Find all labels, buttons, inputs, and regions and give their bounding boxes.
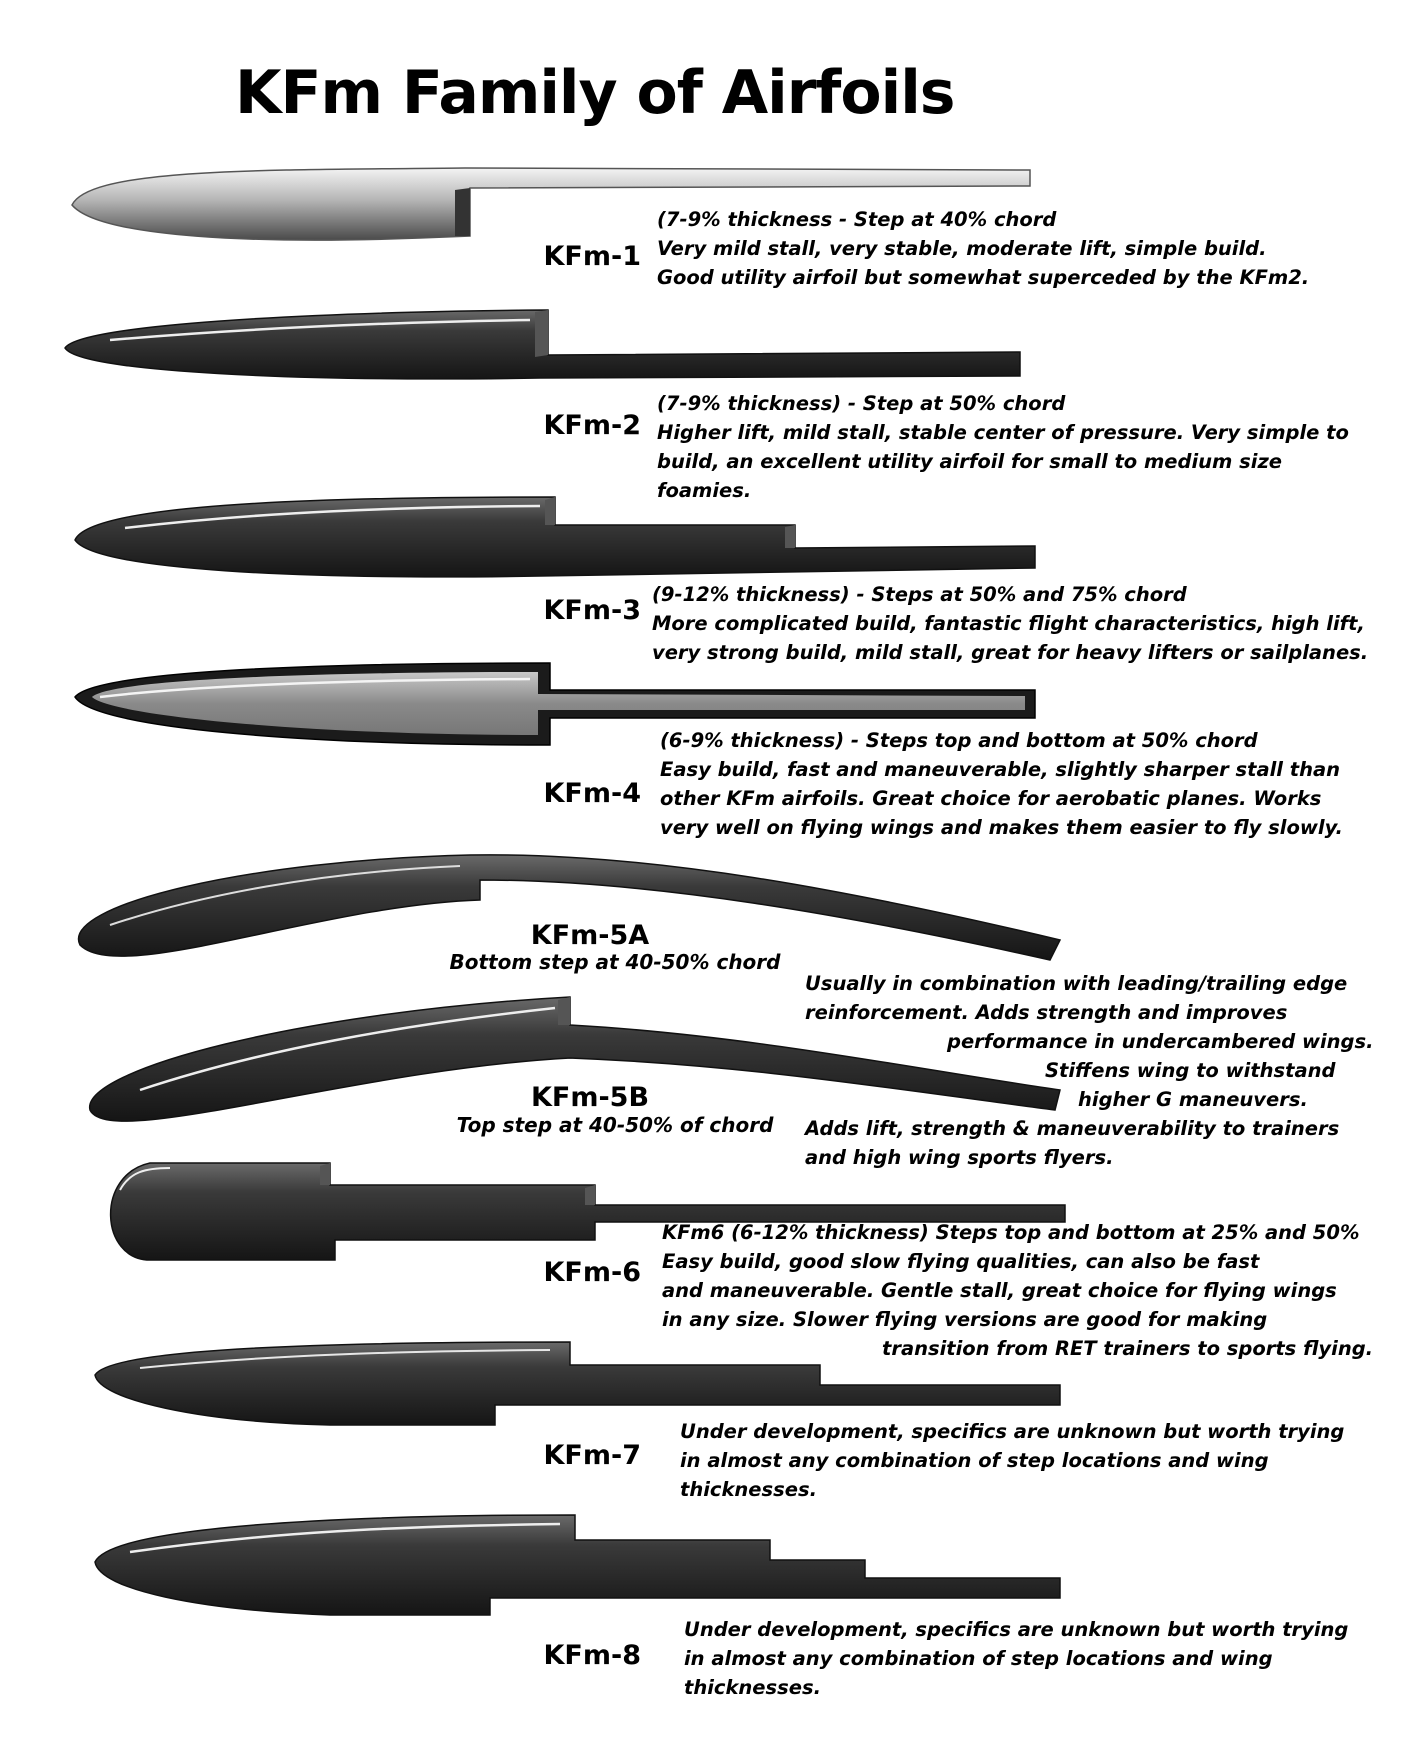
kfm-2-desc-line: Higher lift, mild stall, stable center of pressure. Very simple to	[657, 421, 1349, 444]
kfm-1-label: KFm-1	[543, 241, 641, 272]
kfm-8-description	[684, 1615, 1348, 1702]
kfm-8-desc-line: thicknesses.	[684, 1676, 821, 1699]
kfm-8-label: KFm-8	[543, 1640, 641, 1671]
kfm-2-desc-line: foamies.	[657, 479, 752, 502]
kfm-2-description	[657, 389, 1349, 505]
kfm-3-desc-line: (9-12% thickness) - Steps at 50% and 75% chord	[652, 583, 1187, 606]
kfm-7-description	[680, 1417, 1344, 1504]
kfm-3-desc-line: More complicated build, fantastic flight characteristics, high lift,	[652, 612, 1365, 635]
kfm-1-desc-line: (7-9% thickness - Step at 40% chord	[657, 208, 1057, 231]
page-title: KFm Family of Airfoils	[235, 58, 955, 128]
kfm-6-desc-line: transition from RET trainers to sports flying.	[882, 1337, 1374, 1360]
kfm-1-desc-line: Very mild stall, very stable, moderate lift, simple build.	[657, 237, 1267, 260]
kfm-3-label: KFm-3	[543, 595, 641, 626]
kfm-6-desc-line: KFm6 (6-12% thickness) Steps top and bottom at 25% and 50%	[662, 1221, 1360, 1244]
kfm-4-desc-line: other KFm airfoils. Great choice for aerobatic planes. Works	[660, 787, 1322, 810]
kfm-2-label: KFm-2	[543, 410, 641, 441]
kfm-8-desc-line: in almost any combination of step locations and wing	[684, 1647, 1273, 1670]
kfm-3-airfoil	[75, 497, 1035, 577]
kfm-4-label: KFm-4	[543, 778, 641, 809]
kfm-5-desc-line: Usually in combination with leading/trailing edge	[805, 972, 1348, 995]
kfm-5-desc-line: Adds lift, strength & maneuverability to trainers	[805, 1117, 1340, 1140]
kfm-3-desc-line: very strong build, mild stall, great for heavy lifters or sailplanes.	[652, 641, 1369, 664]
kfm-5-desc-line: performance in undercambered wings.	[947, 1030, 1374, 1053]
kfm-8-airfoil	[95, 1515, 1060, 1615]
kfm-3-description	[652, 580, 1368, 667]
kfm-2-desc-line: (7-9% thickness) - Step at 50% chord	[657, 392, 1066, 415]
kfm-4-desc-line: very well on flying wings and makes them easier to fly slowly.	[660, 816, 1343, 839]
kfm-5-desc-line: Stiffens wing to withstand	[1045, 1059, 1336, 1082]
kfm-7-label: KFm-7	[543, 1440, 641, 1471]
kfm-4-desc-line: (6-9% thickness) - Steps top and bottom at 50% chord	[660, 729, 1258, 752]
kfm-5b-subtitle: Top step at 40-50% of chord	[456, 1113, 774, 1137]
kfm-6-desc-line: Easy build, good slow flying qualities, can also be fast	[662, 1250, 1260, 1273]
kfm-7-desc-line: thicknesses.	[680, 1478, 817, 1501]
kfm-6-desc-line: and maneuverable. Gentle stall, great choice for flying wings	[662, 1279, 1337, 1302]
kfm-6-label: KFm-6	[543, 1257, 641, 1288]
kfm-5-desc-line: higher G maneuvers.	[1078, 1088, 1308, 1111]
kfm-6-desc-line: in any size. Slower flying versions are good for making	[662, 1308, 1268, 1331]
kfm-1-description	[657, 205, 1309, 292]
kfm-5a-label: KFm-5A	[530, 920, 650, 951]
kfm-5b-label: KFm-5B	[530, 1082, 650, 1113]
kfm-4-desc-line: Easy build, fast and maneuverable, slightly sharper stall than	[660, 758, 1341, 781]
kfm-4-description	[660, 726, 1343, 842]
kfm-8-desc-line: Under development, specifics are unknown but worth trying	[684, 1618, 1349, 1641]
kfm-5-desc-line: and high wing sports flyers.	[805, 1146, 1114, 1169]
kfm-2-airfoil	[65, 310, 1020, 379]
kfm-7-desc-line: Under development, specifics are unknown but worth trying	[680, 1420, 1345, 1443]
kfm-2-desc-line: build, an excellent utility airfoil for small to medium size	[657, 450, 1283, 473]
kfm-7-desc-line: in almost any combination of step locations and wing	[680, 1449, 1269, 1472]
kfm-1-desc-line: Good utility airfoil but somewhat superceded by the KFm2.	[657, 266, 1310, 289]
kfm-5a-subtitle: Bottom step at 40-50% chord	[449, 950, 781, 974]
kfm-5-desc-line: reinforcement. Adds strength and improves	[805, 1001, 1288, 1024]
